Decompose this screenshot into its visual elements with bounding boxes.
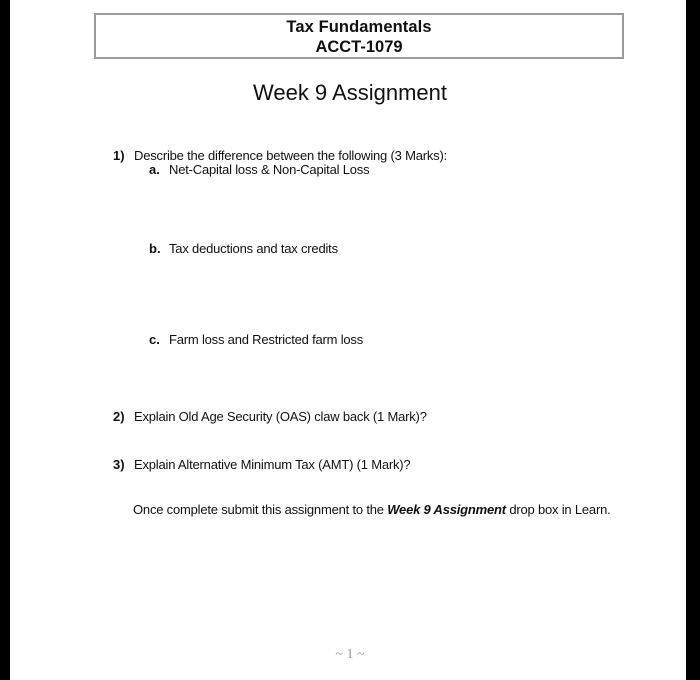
- course-header-box: [94, 13, 624, 59]
- dropbox-name: Week 9 Assignment: [387, 502, 506, 517]
- question-1b-text: Tax deductions and tax credits: [169, 241, 338, 256]
- question-3-text: Explain Alternative Minimum Tax (AMT) (1 Mark)?: [134, 457, 411, 472]
- instruction-text-start: Once complete submit this assignment to the: [133, 502, 388, 517]
- instruction-text-end: drop box in Learn.: [505, 502, 611, 517]
- question-1-text: Describe the difference between the following (3 Marks):: [134, 148, 448, 163]
- question-1c-text: Farm loss and Restricted farm loss: [169, 332, 364, 347]
- page-number: ~ 1 ~: [335, 647, 365, 662]
- course-name: Tax Fundamentals: [286, 18, 432, 36]
- question-1-number: 1): [113, 148, 125, 163]
- question-1c-letter: c.: [149, 332, 160, 347]
- question-1b-letter: b.: [149, 241, 161, 256]
- question-1a-letter: a.: [149, 162, 160, 177]
- question-1a-text: Net-Capital loss & Non-Capital Loss: [169, 162, 370, 177]
- submission-instruction: [133, 501, 613, 518]
- assignment-title: Week 9 Assignment: [252, 80, 448, 105]
- question-3-number: 3): [113, 457, 125, 472]
- question-2-number: 2): [113, 409, 125, 424]
- question-2-text: Explain Old Age Security (OAS) claw back (1 Mark)?: [134, 409, 427, 424]
- course-code: ACCT-1079: [315, 38, 403, 56]
